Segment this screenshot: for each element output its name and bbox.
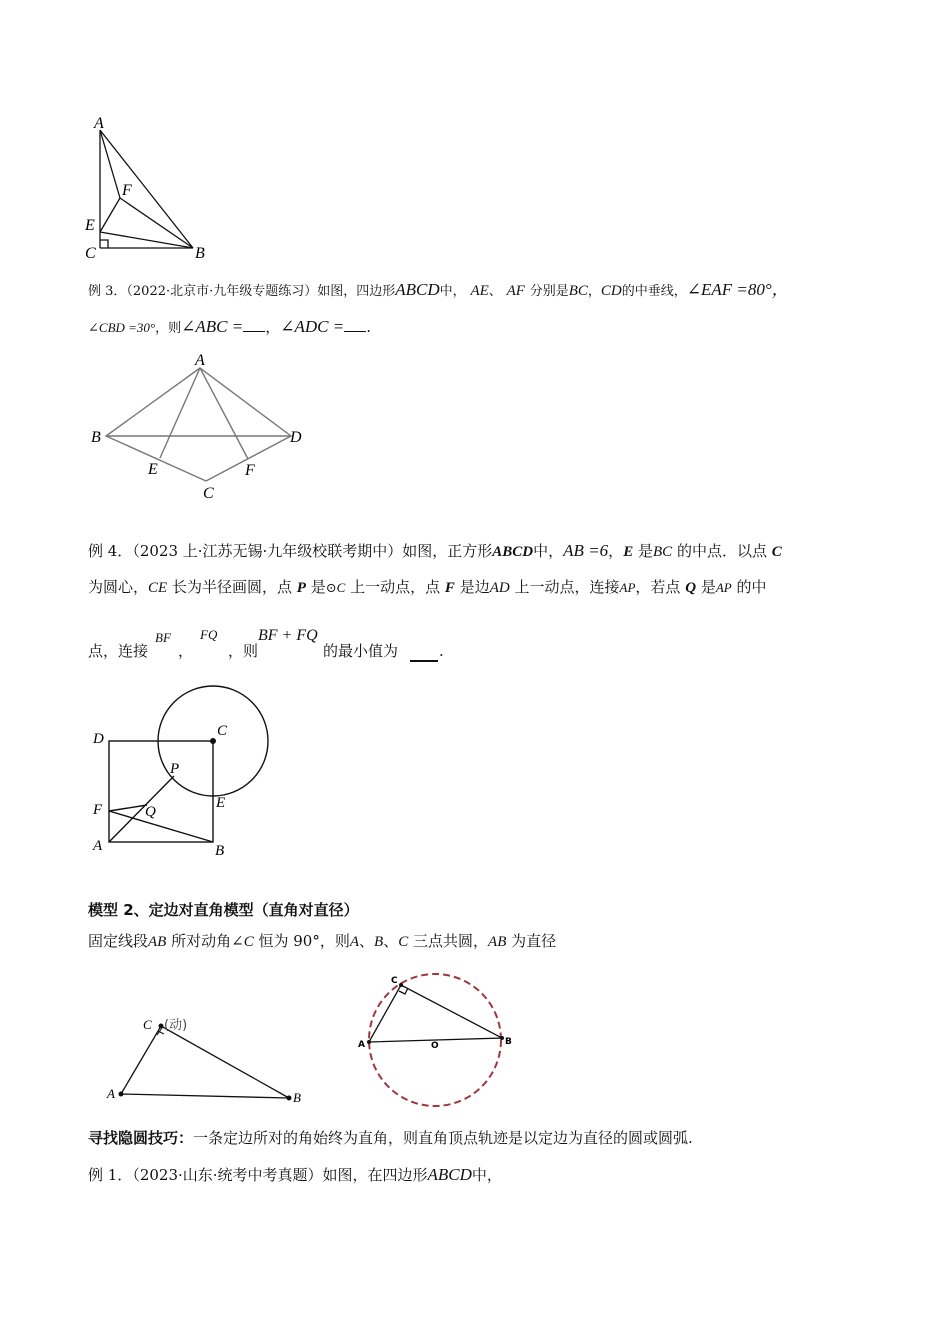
label-E: E: [148, 461, 158, 478]
segment-bc: BC: [653, 544, 673, 560]
point-c: C: [398, 934, 409, 950]
label-B: B: [195, 245, 205, 262]
label-P: P: [170, 761, 180, 777]
figure-3-square-circle: [85, 680, 285, 860]
angle-adc: ∠ADC =: [280, 317, 345, 336]
segment-ce: CE: [148, 580, 168, 596]
text-shi: 是: [310, 578, 326, 596]
tip-label: 寻找隐圆技巧：: [88, 1129, 194, 1147]
figure-1-right-triangle: [80, 110, 220, 265]
label-A: A: [107, 1086, 115, 1101]
label-A: A: [94, 115, 104, 132]
model-2-heading: 模型 2、定边对直角模型（直角对直径）: [88, 901, 359, 919]
text-comma: ，: [178, 642, 194, 660]
text-moving-point: 上一动点，点: [350, 578, 441, 596]
label-C: C: [217, 723, 228, 739]
point-a: A: [349, 934, 360, 950]
example-1-prefix: 例 1．: [88, 1166, 133, 1184]
segment-ad: AD: [489, 580, 510, 596]
segment-ab-2: AB: [488, 934, 507, 950]
label-Q: Q: [145, 804, 156, 820]
angle-abc: ∠ABC =: [181, 317, 244, 336]
point-f: F: [444, 580, 455, 596]
text-connect: 上一动点，连接: [514, 578, 620, 596]
ab-equals-6: AB =6: [563, 541, 609, 560]
expression-bf-plus-fq: BF + FQ: [258, 627, 318, 644]
quad-abcd: ABCD: [427, 1165, 472, 1184]
label-B: B: [293, 1090, 301, 1105]
text-dun: 、: [488, 284, 502, 299]
angle-eaf: ∠EAF =80°，: [686, 280, 789, 299]
square-abcd: ABCD: [492, 544, 534, 560]
label-C: C: [85, 245, 96, 262]
answer-blank-1[interactable]: [243, 330, 265, 332]
answer-blank-2[interactable]: [344, 330, 366, 332]
label-B: B: [91, 429, 101, 446]
text-shi: 是: [637, 542, 653, 560]
label-D: D: [93, 731, 104, 747]
label-C: C: [391, 976, 398, 986]
text-end: .: [439, 642, 444, 660]
example-3-source: （2022·北京市·九年级专题练习）如图，四边形: [126, 284, 396, 299]
text-zhong: 中，: [439, 284, 466, 299]
point-q: Q: [685, 580, 697, 596]
answer-blank-3[interactable]: [410, 659, 438, 662]
text-midpoint: 的中点．以点: [676, 542, 767, 560]
example-1-source: （2023·山东·统考中考真题）如图，在四边形: [132, 1166, 428, 1184]
text-point-connect: 点，连接: [88, 642, 149, 660]
label-E: E: [85, 217, 95, 234]
label-B: B: [215, 843, 225, 859]
label-B: B: [505, 1037, 512, 1047]
angle-c: ∠C: [231, 934, 254, 950]
label-F: F: [93, 802, 103, 818]
point-e: E: [623, 544, 634, 560]
label-D: D: [290, 429, 302, 446]
text-if: ，若点: [635, 578, 681, 596]
segment-ap-2: AP: [715, 580, 732, 595]
text-side: 是边: [459, 578, 490, 596]
example-4-prefix: 例 4．: [88, 542, 133, 560]
text-fenbie: 分别是: [529, 284, 569, 299]
label-A: A: [358, 1040, 365, 1050]
text-shi-2: 是: [700, 578, 716, 596]
segment-bc: BC: [568, 283, 588, 299]
label-C: C: [143, 1017, 152, 1032]
text-mid: 的中: [736, 578, 767, 596]
text-then: ，则: [228, 642, 259, 660]
label-E: E: [216, 795, 226, 811]
segment-fq: FQ: [200, 627, 218, 642]
segment-af: AF: [506, 283, 525, 299]
label-C: C: [203, 485, 214, 502]
label-O: O: [431, 1041, 439, 1051]
text-end: .: [366, 318, 371, 336]
example-4-line-2: [88, 580, 767, 596]
label-A: A: [93, 838, 103, 854]
segment-ap: AP: [619, 580, 636, 595]
example-3-line-1: [88, 281, 789, 299]
example-1-line: [88, 1166, 502, 1183]
text-concyclic: 三点共圆，: [413, 932, 489, 950]
text-fixed-segment: 固定线段: [88, 932, 149, 950]
text-ze: ，则: [155, 321, 182, 336]
label-dong: (动): [164, 1018, 188, 1033]
figure-4-moving-triangle: [100, 1010, 310, 1105]
segment-cd: CD: [600, 283, 622, 299]
text-comma: ，: [608, 542, 624, 560]
text-end: 中，: [471, 1166, 502, 1184]
segment-bf: BF: [155, 630, 171, 645]
text-always-90: 恒为 90°，则: [258, 932, 350, 950]
example-3-line-2: [88, 318, 371, 335]
example-3-prefix: 例 3．: [88, 284, 127, 299]
figure-2-quadrilateral: [85, 350, 315, 505]
label-A: A: [195, 352, 205, 369]
text-perpendicular-bisector: 的中垂线，: [621, 284, 687, 299]
hidden-circle-tip: [88, 1131, 693, 1146]
figure-5-circle-diameter: [350, 965, 530, 1115]
label-F: F: [245, 462, 255, 479]
text-comma: ，: [587, 284, 601, 299]
example-4-line-1: [88, 542, 782, 560]
text-center: 为圆心，: [88, 578, 149, 596]
circle-c: ⊙C: [325, 580, 346, 595]
segment-ae: AE: [470, 283, 489, 299]
point-c: C: [771, 544, 782, 560]
text-minimum: 的最小值为: [323, 642, 399, 660]
text-dun-2: 、: [383, 932, 399, 950]
point-p: P: [296, 580, 306, 596]
tip-text: 一条定边所对的角始终为直角，则直角顶点轨迹是以定边为直径的圆或圆弧.: [193, 1129, 693, 1147]
model-2-description: [88, 934, 556, 950]
text-diameter: 为直径: [511, 932, 557, 950]
label-F: F: [122, 182, 132, 199]
text-moving-angle: 所对动角: [171, 932, 232, 950]
angle-cbd: ∠CBD =30°: [88, 320, 156, 335]
point-b: B: [374, 934, 384, 950]
example-4-source: （2023 上·江苏无锡·九年级校联考期中）如图，正方形: [132, 542, 493, 560]
text-sep: ，: [265, 318, 281, 336]
text-zhong: 中，: [533, 542, 564, 560]
text-radius: 长为半径画圆，点: [171, 578, 292, 596]
quad-abcd: ABCD: [395, 280, 440, 299]
segment-ab: AB: [148, 934, 167, 950]
text-dun-1: 、: [359, 932, 375, 950]
